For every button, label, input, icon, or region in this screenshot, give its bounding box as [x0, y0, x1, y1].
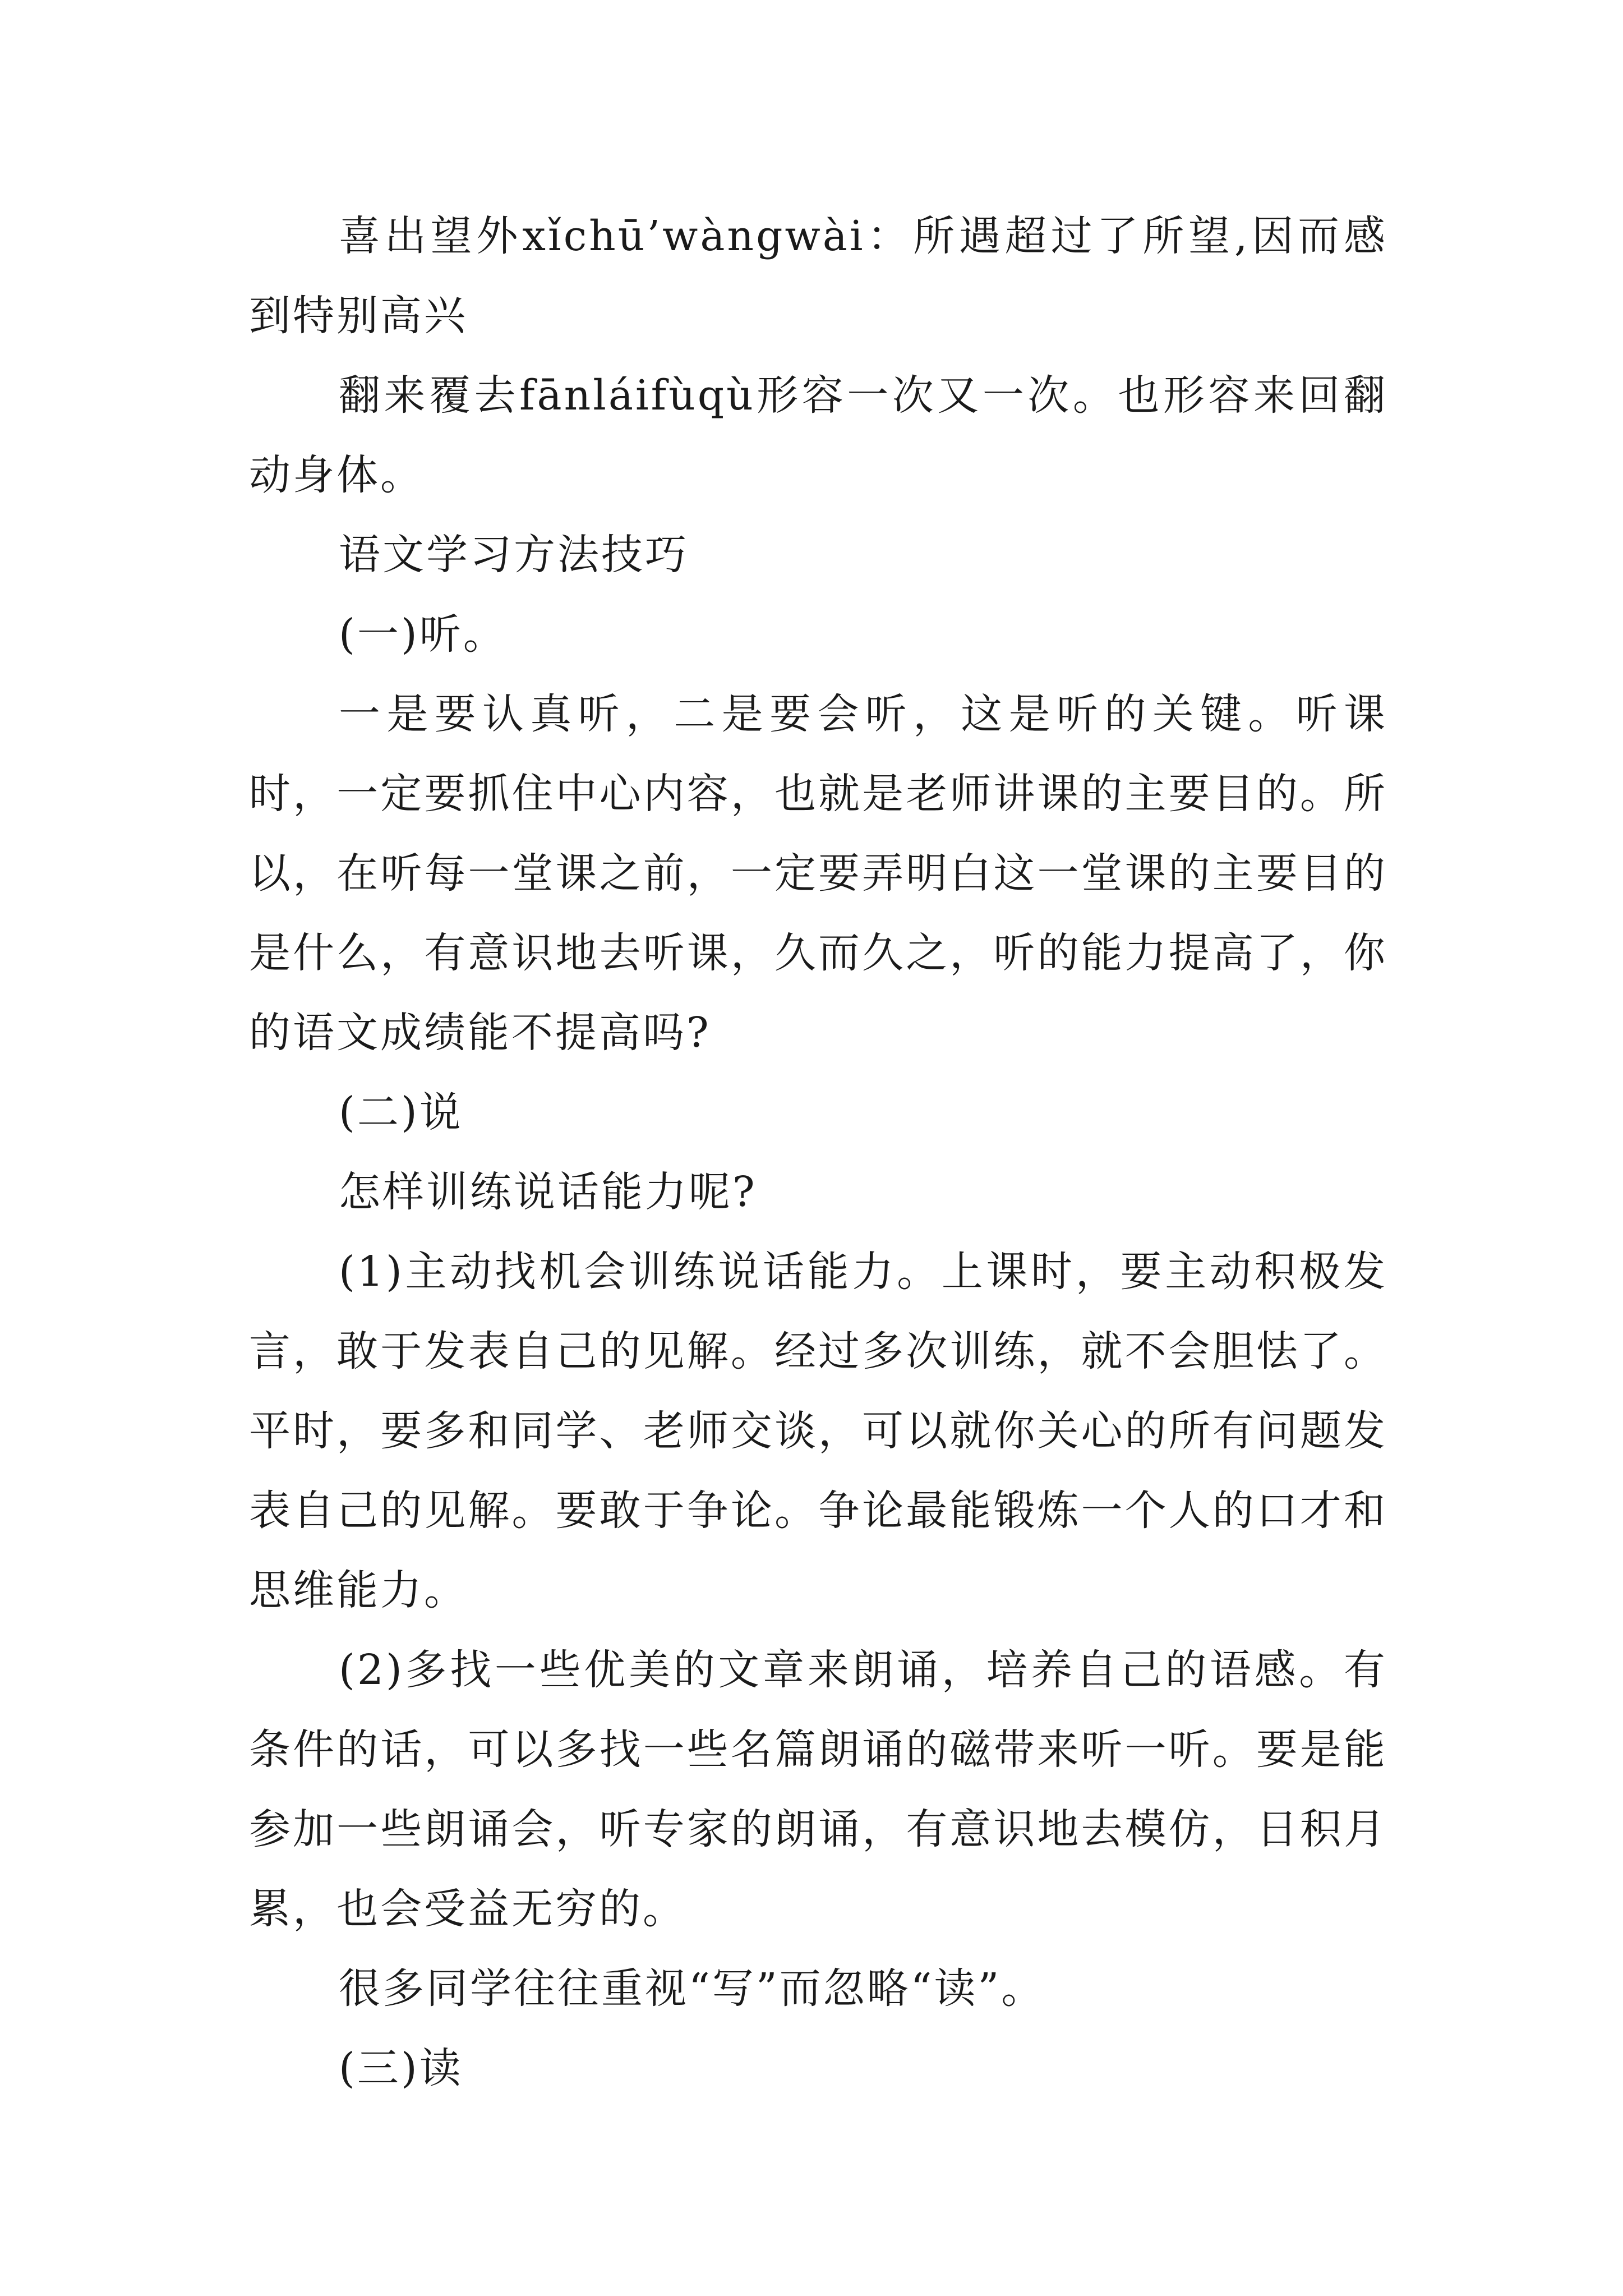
paragraph-speak-question: 怎样训练说话能力呢?	[339, 1168, 757, 1216]
subheading-read: (三)读	[339, 2044, 463, 2092]
paragraph-idiom-fanlaifuqu: 翻来覆去fānláifùqù形容一次又一次。也形容来回翻动身体。	[249, 371, 1387, 499]
document-body	[249, 196, 1387, 2108]
paragraph-speak-point-1: (1)主动找机会训练说话能力。上课时，要主动积极发言，敢于发表自己的见解。经过多次训练，就不会胆怯了。平时，要多和同学、老师交谈，可以就你关心的所有问题发表自己的见解。要敢于争论。争论最能锻炼一个人的口才和思维能力。	[249, 1248, 1387, 1614]
paragraph-speak-point-2: (2)多找一些优美的文章来朗诵，培养自己的语感。有条件的话，可以多找一些名篇朗诵的磁带来听一听。要是能参加一些朗诵会，听专家的朗诵，有意识地去模仿，日积月累，也会受益无穷的。	[249, 1646, 1387, 1933]
paragraph-idiom-xichuwangwai: 喜出望外xǐchū’wàngwài：所遇超过了所望,因而感到特别高兴	[249, 212, 1387, 340]
subheading-speak: (二)说	[339, 1088, 463, 1137]
paragraph-listen: 一是要认真听，二是要会听，这是听的关键。听课时，一定要抓住中心内容，也就是老师讲课的主要目的。所以，在听每一堂课之前，一定要弄明白这一堂课的主要目的是什么，有意识地去听课，久而久之，听的能力提高了，你的语文成绩能不提高吗?	[249, 690, 1387, 1057]
section-heading: 语文学习方法技巧	[339, 531, 689, 579]
paragraph-read-intro: 很多同学往往重视“写”而忽略“读”。	[339, 1964, 1045, 2013]
subheading-listen: (一)听。	[339, 610, 507, 659]
